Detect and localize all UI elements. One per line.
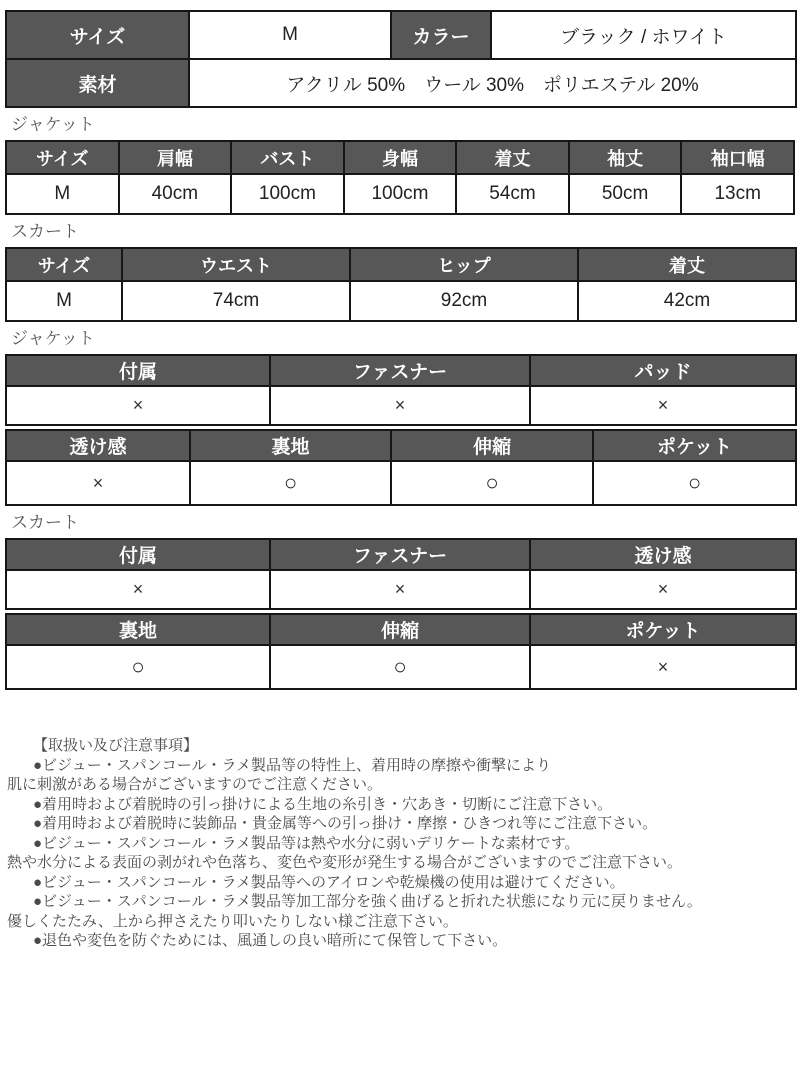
jacket-accessory-header: 付属 xyxy=(6,355,270,386)
material-value: アクリル 50% ウール 30% ポリエステル 20% xyxy=(189,59,796,107)
jacket-features-table-1 xyxy=(5,354,797,426)
material-row xyxy=(6,59,796,107)
jacket-features-table-2 xyxy=(5,429,797,506)
jacket-bust-value: 100cm xyxy=(231,174,344,214)
skirt-size-header-row xyxy=(6,248,796,281)
jacket-lining-header: 裏地 xyxy=(190,430,391,461)
jacket-sleeve-length-header: 袖丈 xyxy=(569,141,682,174)
skirt-feature-header-row-1 xyxy=(6,539,796,570)
skirt-lining-header: 裏地 xyxy=(6,614,270,645)
note-line: ●着用時および着脱時に装飾品・貴金属等への引っ掛け・摩擦・ひきつれ等にご注意下さい。 xyxy=(33,815,658,832)
note-line: ●ビジュー・スパンコール・ラメ製品等加工部分を強く曲げると折れた状態になり元に戻りません。 xyxy=(33,893,702,910)
jacket-features-section-label: ジャケット xyxy=(11,329,95,348)
note-line: ●着用時および着脱時の引っ掛けによる生地の糸引き・穴あき・切断にご注意下さい。 xyxy=(33,795,613,813)
skirt-length-value: 42cm xyxy=(578,281,796,321)
skirt-size-table xyxy=(5,247,797,322)
skirt-features-section-label: スカート xyxy=(11,513,79,532)
jacket-stretch-header: 伸縮 xyxy=(391,430,593,461)
jacket-fastener-value: × xyxy=(270,386,530,425)
skirt-accessory-value: × xyxy=(6,570,270,609)
size-header: サイズ xyxy=(6,11,189,59)
note-line: 肌に刺激がある場合がございますのでご注意ください。 xyxy=(7,776,383,793)
jacket-feature-value-row-2 xyxy=(6,461,796,505)
jacket-stretch-value: ○ xyxy=(391,461,593,505)
color-value: ブラック / ホワイト xyxy=(491,11,796,59)
jacket-lining-value: ○ xyxy=(190,461,391,505)
skirt-features-table-1 xyxy=(5,538,797,610)
skirt-fastener-value: × xyxy=(270,570,530,609)
jacket-sheerness-value: × xyxy=(6,461,190,505)
skirt-waist-value: 74cm xyxy=(122,281,350,321)
note-line: 優しくたたみ、上から押さえたり叩いたりしない様ご注意下さい。 xyxy=(7,912,458,930)
notes-title: 【取扱い及び注意事項】 xyxy=(33,737,199,754)
jacket-fastener-header: ファスナー xyxy=(270,355,530,386)
jacket-accessory-value: × xyxy=(6,386,270,425)
skirt-size-value-row xyxy=(6,281,796,321)
jacket-body-width-header: 身幅 xyxy=(344,141,457,174)
jacket-sheerness-header: 透け感 xyxy=(6,430,190,461)
skirt-size-col-header: サイズ xyxy=(6,248,122,281)
jacket-size-value-row xyxy=(6,174,794,214)
jacket-size-table xyxy=(5,140,795,215)
skirt-stretch-value: ○ xyxy=(270,645,530,689)
material-header: 素材 xyxy=(6,59,189,107)
skirt-feature-value-row-1 xyxy=(6,570,796,609)
jacket-size-section-label: ジャケット xyxy=(11,115,95,134)
skirt-hip-header: ヒップ xyxy=(350,248,578,281)
jacket-pad-header: パッド xyxy=(530,355,796,386)
skirt-waist-header: ウエスト xyxy=(122,248,350,281)
jacket-shoulder-value: 40cm xyxy=(119,174,232,214)
note-line: ●ビジュー・スパンコール・ラメ製品等は熱や水分に弱いデリケートな素材です。 xyxy=(33,834,580,852)
skirt-length-header: 着丈 xyxy=(578,248,796,281)
jacket-pad-value: × xyxy=(530,386,796,425)
care-notes xyxy=(5,736,795,951)
skirt-size-section-label: スカート xyxy=(11,222,79,241)
skirt-lining-value: ○ xyxy=(6,645,270,689)
skirt-size-value: M xyxy=(6,281,122,321)
jacket-pocket-value: ○ xyxy=(593,461,796,505)
jacket-feature-value-row-1 xyxy=(6,386,796,425)
jacket-feature-header-row-1 xyxy=(6,355,796,386)
jacket-pocket-header: ポケット xyxy=(593,430,796,461)
product-info-table xyxy=(5,10,797,108)
size-value: M xyxy=(189,11,391,59)
skirt-accessory-header: 付属 xyxy=(6,539,270,570)
note-line: ●ビジュー・スパンコール・ラメ製品等の特性上、着用時の摩擦や衝撃により xyxy=(33,756,552,774)
jacket-size-col-header: サイズ xyxy=(6,141,119,174)
note-line: ●ビジュー・スパンコール・ラメ製品等へのアイロンや乾燥機の使用は避けてください。 xyxy=(33,873,625,891)
jacket-length-header: 着丈 xyxy=(456,141,569,174)
skirt-sheerness-header: 透け感 xyxy=(530,539,796,570)
jacket-size-value: M xyxy=(6,174,119,214)
jacket-feature-header-row-2 xyxy=(6,430,796,461)
skirt-hip-value: 92cm xyxy=(350,281,578,321)
skirt-feature-value-row-2 xyxy=(6,645,796,689)
color-header: カラー xyxy=(391,11,491,59)
jacket-shoulder-header: 肩幅 xyxy=(119,141,232,174)
skirt-features-table-2 xyxy=(5,613,797,690)
note-line: 熱や水分による表面の剥がれや色落ち、変色や変形が発生する場合がございますのでご注意下さい。 xyxy=(7,854,683,871)
jacket-bust-header: バスト xyxy=(231,141,344,174)
skirt-fastener-header: ファスナー xyxy=(270,539,530,570)
skirt-pocket-value: × xyxy=(530,645,796,689)
jacket-body-width-value: 100cm xyxy=(344,174,457,214)
note-line: ●退色や変色を防ぐためには、風通しの良い暗所にて保管して下さい。 xyxy=(33,932,508,949)
jacket-length-value: 54cm xyxy=(456,174,569,214)
skirt-feature-header-row-2 xyxy=(6,614,796,645)
skirt-sheerness-value: × xyxy=(530,570,796,609)
jacket-cuff-width-header: 袖口幅 xyxy=(681,141,794,174)
jacket-sleeve-length-value: 50cm xyxy=(569,174,682,214)
skirt-pocket-header: ポケット xyxy=(530,614,796,645)
skirt-stretch-header: 伸縮 xyxy=(270,614,530,645)
jacket-size-header-row xyxy=(6,141,794,174)
jacket-cuff-width-value: 13cm xyxy=(681,174,794,214)
size-color-row xyxy=(6,11,796,59)
